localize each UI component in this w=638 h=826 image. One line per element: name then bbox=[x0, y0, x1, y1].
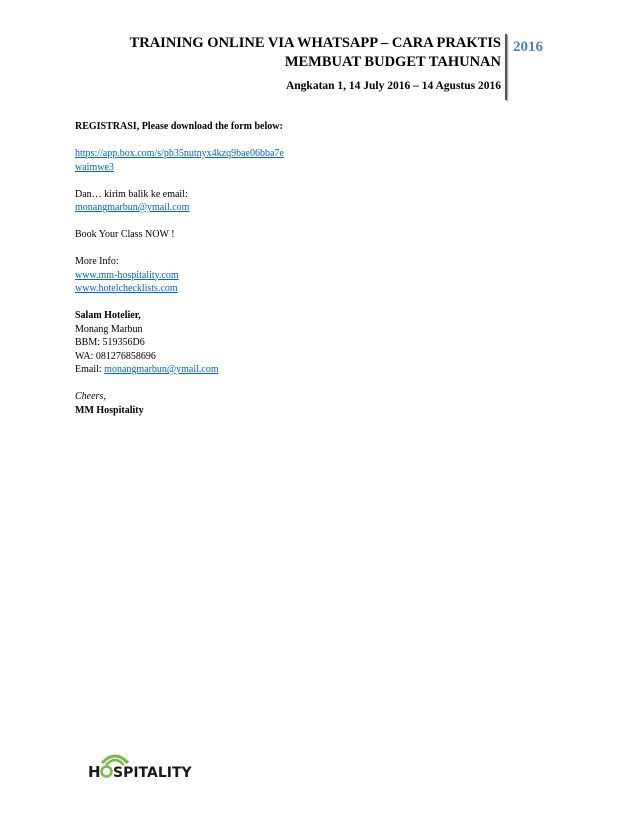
more-info-section bbox=[75, 255, 555, 296]
header-divider bbox=[505, 34, 507, 100]
salam-greeting: Salam Hotelier, bbox=[75, 310, 141, 321]
send-back-text: Dan… kirim balik ke email: bbox=[75, 188, 188, 200]
form-download-link[interactable] bbox=[75, 148, 284, 173]
mm-hospitality-link[interactable]: www.mm-hospitality.com bbox=[75, 269, 179, 281]
page-header bbox=[0, 34, 638, 100]
more-info-label: More Info: bbox=[75, 256, 119, 267]
logo-letter-h: H bbox=[88, 763, 101, 780]
hospitality-logo-graphic bbox=[88, 748, 213, 780]
header-title-line1: TRAINING ONLINE VIA WHATSAPP – CARA PRAKTIS bbox=[129, 35, 501, 51]
contact-email-label: Email: bbox=[75, 364, 105, 375]
contact-wa: WA: 081276858696 bbox=[75, 350, 156, 362]
logo-o-ring bbox=[102, 767, 112, 777]
contact-section bbox=[75, 309, 555, 377]
contact-name: Monang Marbun bbox=[75, 323, 143, 335]
document-body bbox=[75, 120, 555, 431]
registration-email-link[interactable]: monangmarbun@ymail.com bbox=[75, 202, 190, 213]
company-name: MM Hospitality bbox=[75, 404, 144, 416]
signoff-section bbox=[75, 390, 555, 417]
contact-email-link[interactable]: monangmarbun@ymail.com bbox=[104, 364, 219, 375]
logo-word: SPITALITY bbox=[113, 765, 192, 780]
book-class-text: Book Your Class NOW ! bbox=[75, 229, 175, 240]
cheers-text: Cheers, bbox=[75, 391, 106, 402]
hotelchecklists-link[interactable]: www.hotelchecklists.com bbox=[75, 283, 178, 294]
header-subtitle: Angkatan 1, 14 July 2016 – 14 Agustus 2016 bbox=[285, 80, 501, 92]
form-link-line2: waimwe3 bbox=[75, 161, 114, 173]
hospitality-logo bbox=[88, 748, 213, 780]
registration-heading: REGISTRASI, Please download the form below: bbox=[75, 121, 283, 132]
header-title bbox=[130, 34, 501, 72]
email-instruction bbox=[75, 188, 555, 215]
header-title-line2: MEMBUAT BUDGET TAHUNAN bbox=[284, 54, 501, 70]
form-link-line1: https://app.box.com/s/pb35nutnyx4kzq9bae06bba7e bbox=[75, 148, 284, 159]
contact-bbm: BBM: 519356D6 bbox=[75, 337, 145, 348]
form-link-paragraph bbox=[75, 147, 555, 174]
header-year: 2016 bbox=[513, 39, 543, 55]
